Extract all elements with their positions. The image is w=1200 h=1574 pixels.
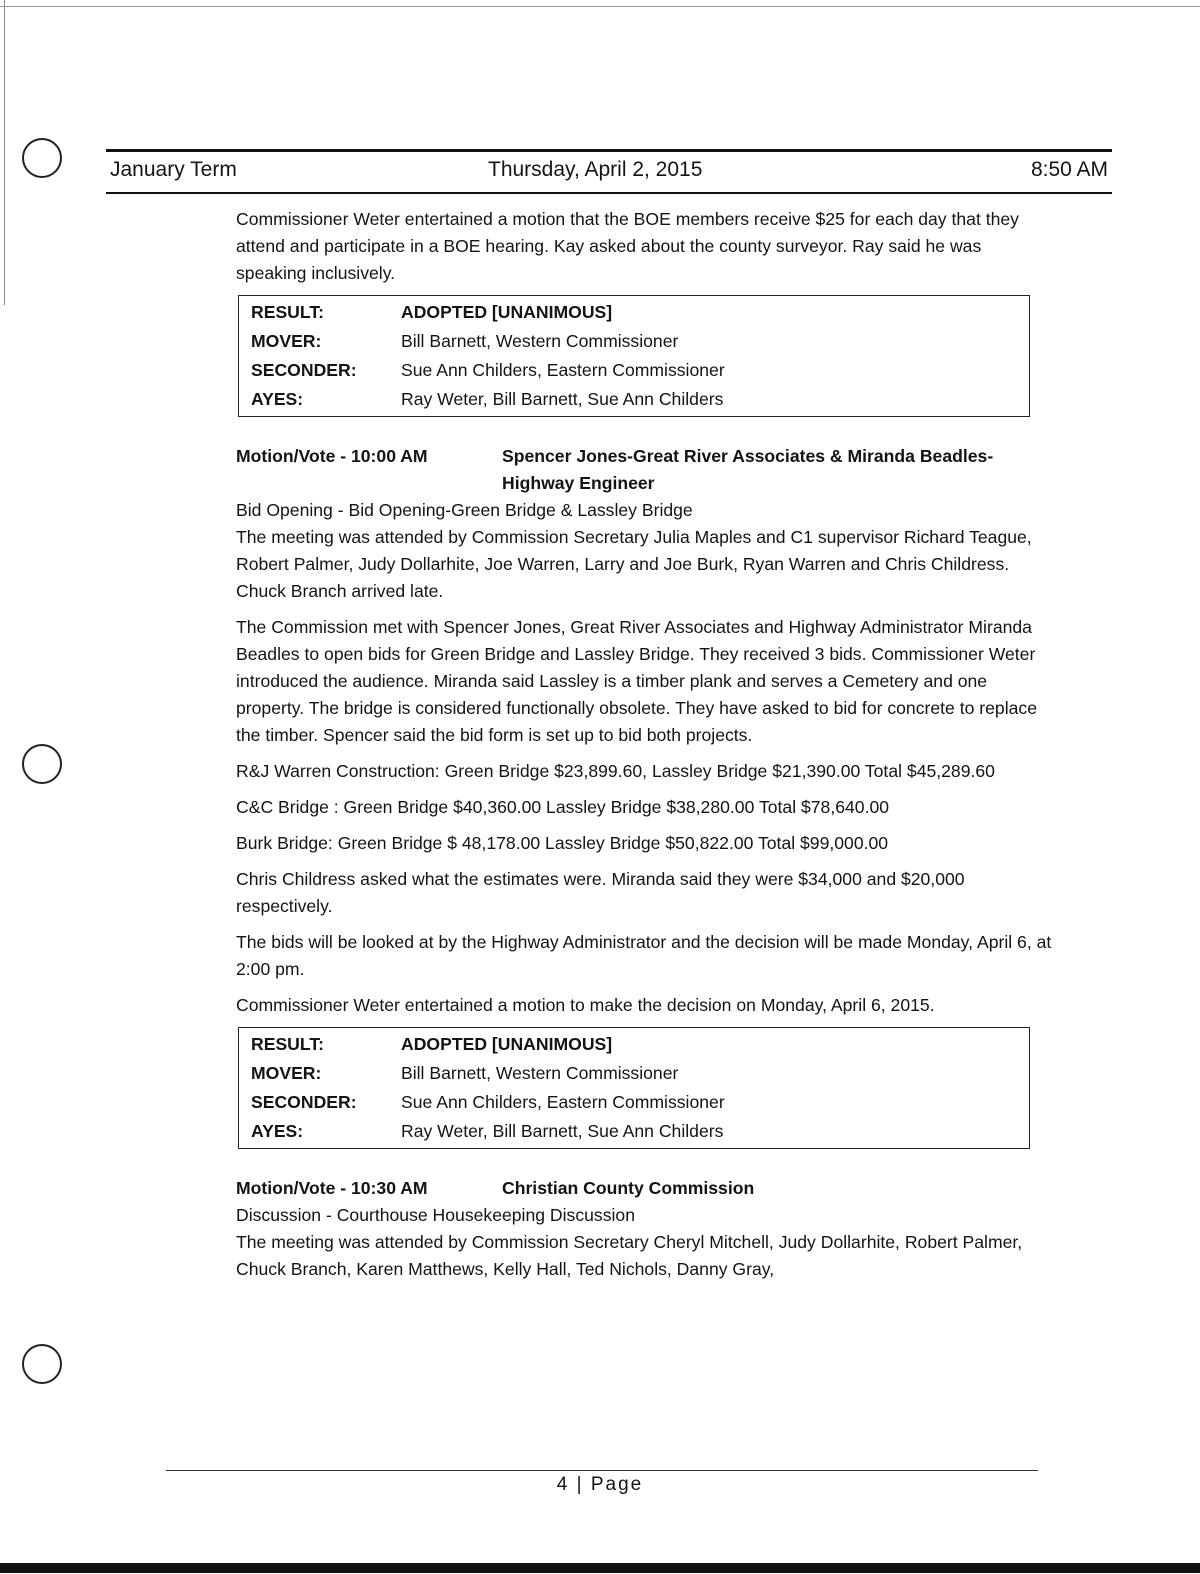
minutes-body: [236, 206, 1056, 1283]
scan-edge-bottom: [0, 1563, 1200, 1573]
attendance-paragraph: The meeting was attended by Commission Secretary Julia Maples and C1 supervisor Richard Teague, Robert Palmer, Judy Dollarhite, Joe Warren, Larry and Joe Burk, Ryan Warren and Chris Childress. Chuck Branch arrived late.: [236, 527, 1032, 601]
vote-seconder: Sue Ann Childers, Eastern Commissioner: [401, 360, 725, 380]
motion-time: Motion/Vote - 10:30 AM: [236, 1178, 428, 1198]
agenda-item-heading: [236, 1175, 1056, 1202]
bid-entry: C&C Bridge : Green Bridge $40,360.00 Lassley Bridge $38,280.00 Total $78,640.00: [236, 797, 890, 817]
vote-label: MOVER:: [251, 331, 322, 351]
vote-label: SECONDER:: [251, 1092, 357, 1112]
vote-box: [238, 295, 1030, 417]
footer-rule: [166, 1470, 1038, 1471]
vote-result: ADOPTED [UNANIMOUS]: [401, 1034, 613, 1054]
vote-row-ayes: [239, 1117, 1029, 1146]
agenda-item: [236, 1175, 1056, 1283]
header-time: 8:50 AM: [1030, 158, 1108, 181]
vote-box: [238, 1027, 1030, 1149]
vote-row-ayes: [239, 385, 1029, 414]
vote-row-mover: [239, 1059, 1029, 1088]
scan-edge-top: [0, 6, 1200, 7]
vote-row-result: [239, 298, 1029, 327]
header-term: January Term: [110, 158, 237, 181]
vote-label: SECONDER:: [251, 360, 357, 380]
vote-mover: Bill Barnett, Western Commissioner: [401, 1063, 679, 1083]
bid-entry: R&J Warren Construction: Green Bridge $23,899.60, Lassley Bridge $21,390.00 Total $45,289.60: [236, 761, 995, 781]
vote-label: AYES:: [251, 389, 304, 409]
vote-ayes: Ray Weter, Bill Barnett, Sue Ann Childers: [401, 389, 724, 409]
discussion-paragraph: The bids will be looked at by the Highway Administrator and the decision will be made Monday, April 6, at 2:00 pm.: [236, 932, 1052, 979]
vote-row-seconder: [239, 356, 1029, 385]
discussion-paragraph: Chris Childress asked what the estimates were. Miranda said they were $34,000 and $20,000 respectively.: [236, 869, 965, 916]
attendance-paragraph: The meeting was attended by Commission Secretary Cheryl Mitchell, Judy Dollarhite, Robert Palmer, Chuck Branch, Karen Matthews, Kelly Hall, Ted Nichols, Danny Gray,: [236, 1232, 1023, 1279]
binder-hole-icon: [22, 744, 62, 784]
discussion-paragraph: The Commission met with Spencer Jones, Great River Associates and Highway Administrator Miranda Beadles to open bids for Green Bridge and Lassley Bridge. They received 3 bids. Commissioner Weter introduced the audience. Miranda said Lassley is a timber plank and serves a Cemetery and one property. The bridge is considered functionally obsolete. They have asked to bid for concrete to replace the timber. Spencer said the bid form is set up to bid both projects.: [236, 617, 1037, 745]
vote-mover: Bill Barnett, Western Commissioner: [401, 331, 679, 351]
vote-row-seconder: [239, 1088, 1029, 1117]
motion-paragraph: Commissioner Weter entertained a motion to make the decision on Monday, April 6, 2015.: [236, 995, 935, 1015]
vote-label: RESULT:: [251, 302, 324, 322]
header-date: Thursday, April 2, 2015: [488, 158, 703, 181]
binder-hole-icon: [22, 138, 62, 178]
intro-paragraph: Commissioner Weter entertained a motion that the BOE members receive $25 for each day that they attend and participate in a BOE hearing. Kay asked about the county surveyor. Ray said he was speaking inclusively.: [236, 209, 1019, 283]
vote-label: RESULT:: [251, 1034, 324, 1054]
vote-label: AYES:: [251, 1121, 304, 1141]
agenda-item-subtitle: Discussion - Courthouse Housekeeping Discussion: [236, 1205, 635, 1225]
binder-hole-icon: [22, 1344, 62, 1384]
agenda-item-title: Spencer Jones-Great River Associates & Miranda Beadles-Highway Engineer: [502, 446, 994, 493]
vote-label: MOVER:: [251, 1063, 322, 1083]
page-number: 4 | Page: [556, 1474, 644, 1495]
agenda-item-title: Christian County Commission: [502, 1178, 755, 1198]
vote-row-result: [239, 1030, 1029, 1059]
vote-row-mover: [239, 327, 1029, 356]
header-rule-bottom: [106, 192, 1112, 194]
vote-ayes: Ray Weter, Bill Barnett, Sue Ann Childers: [401, 1121, 724, 1141]
scan-edge-left: [4, 0, 5, 305]
header-rule-top: [106, 149, 1112, 152]
agenda-item: [236, 443, 1056, 1149]
motion-time: Motion/Vote - 10:00 AM: [236, 446, 428, 466]
bid-entry: Burk Bridge: Green Bridge $ 48,178.00 Lassley Bridge $50,822.00 Total $99,000.00: [236, 833, 889, 853]
vote-result: ADOPTED [UNANIMOUS]: [401, 302, 613, 322]
agenda-item-heading: [236, 443, 1056, 497]
agenda-item-subtitle: Bid Opening - Bid Opening-Green Bridge & Lassley Bridge: [236, 500, 693, 520]
page-header: [110, 158, 1108, 188]
vote-seconder: Sue Ann Childers, Eastern Commissioner: [401, 1092, 725, 1112]
